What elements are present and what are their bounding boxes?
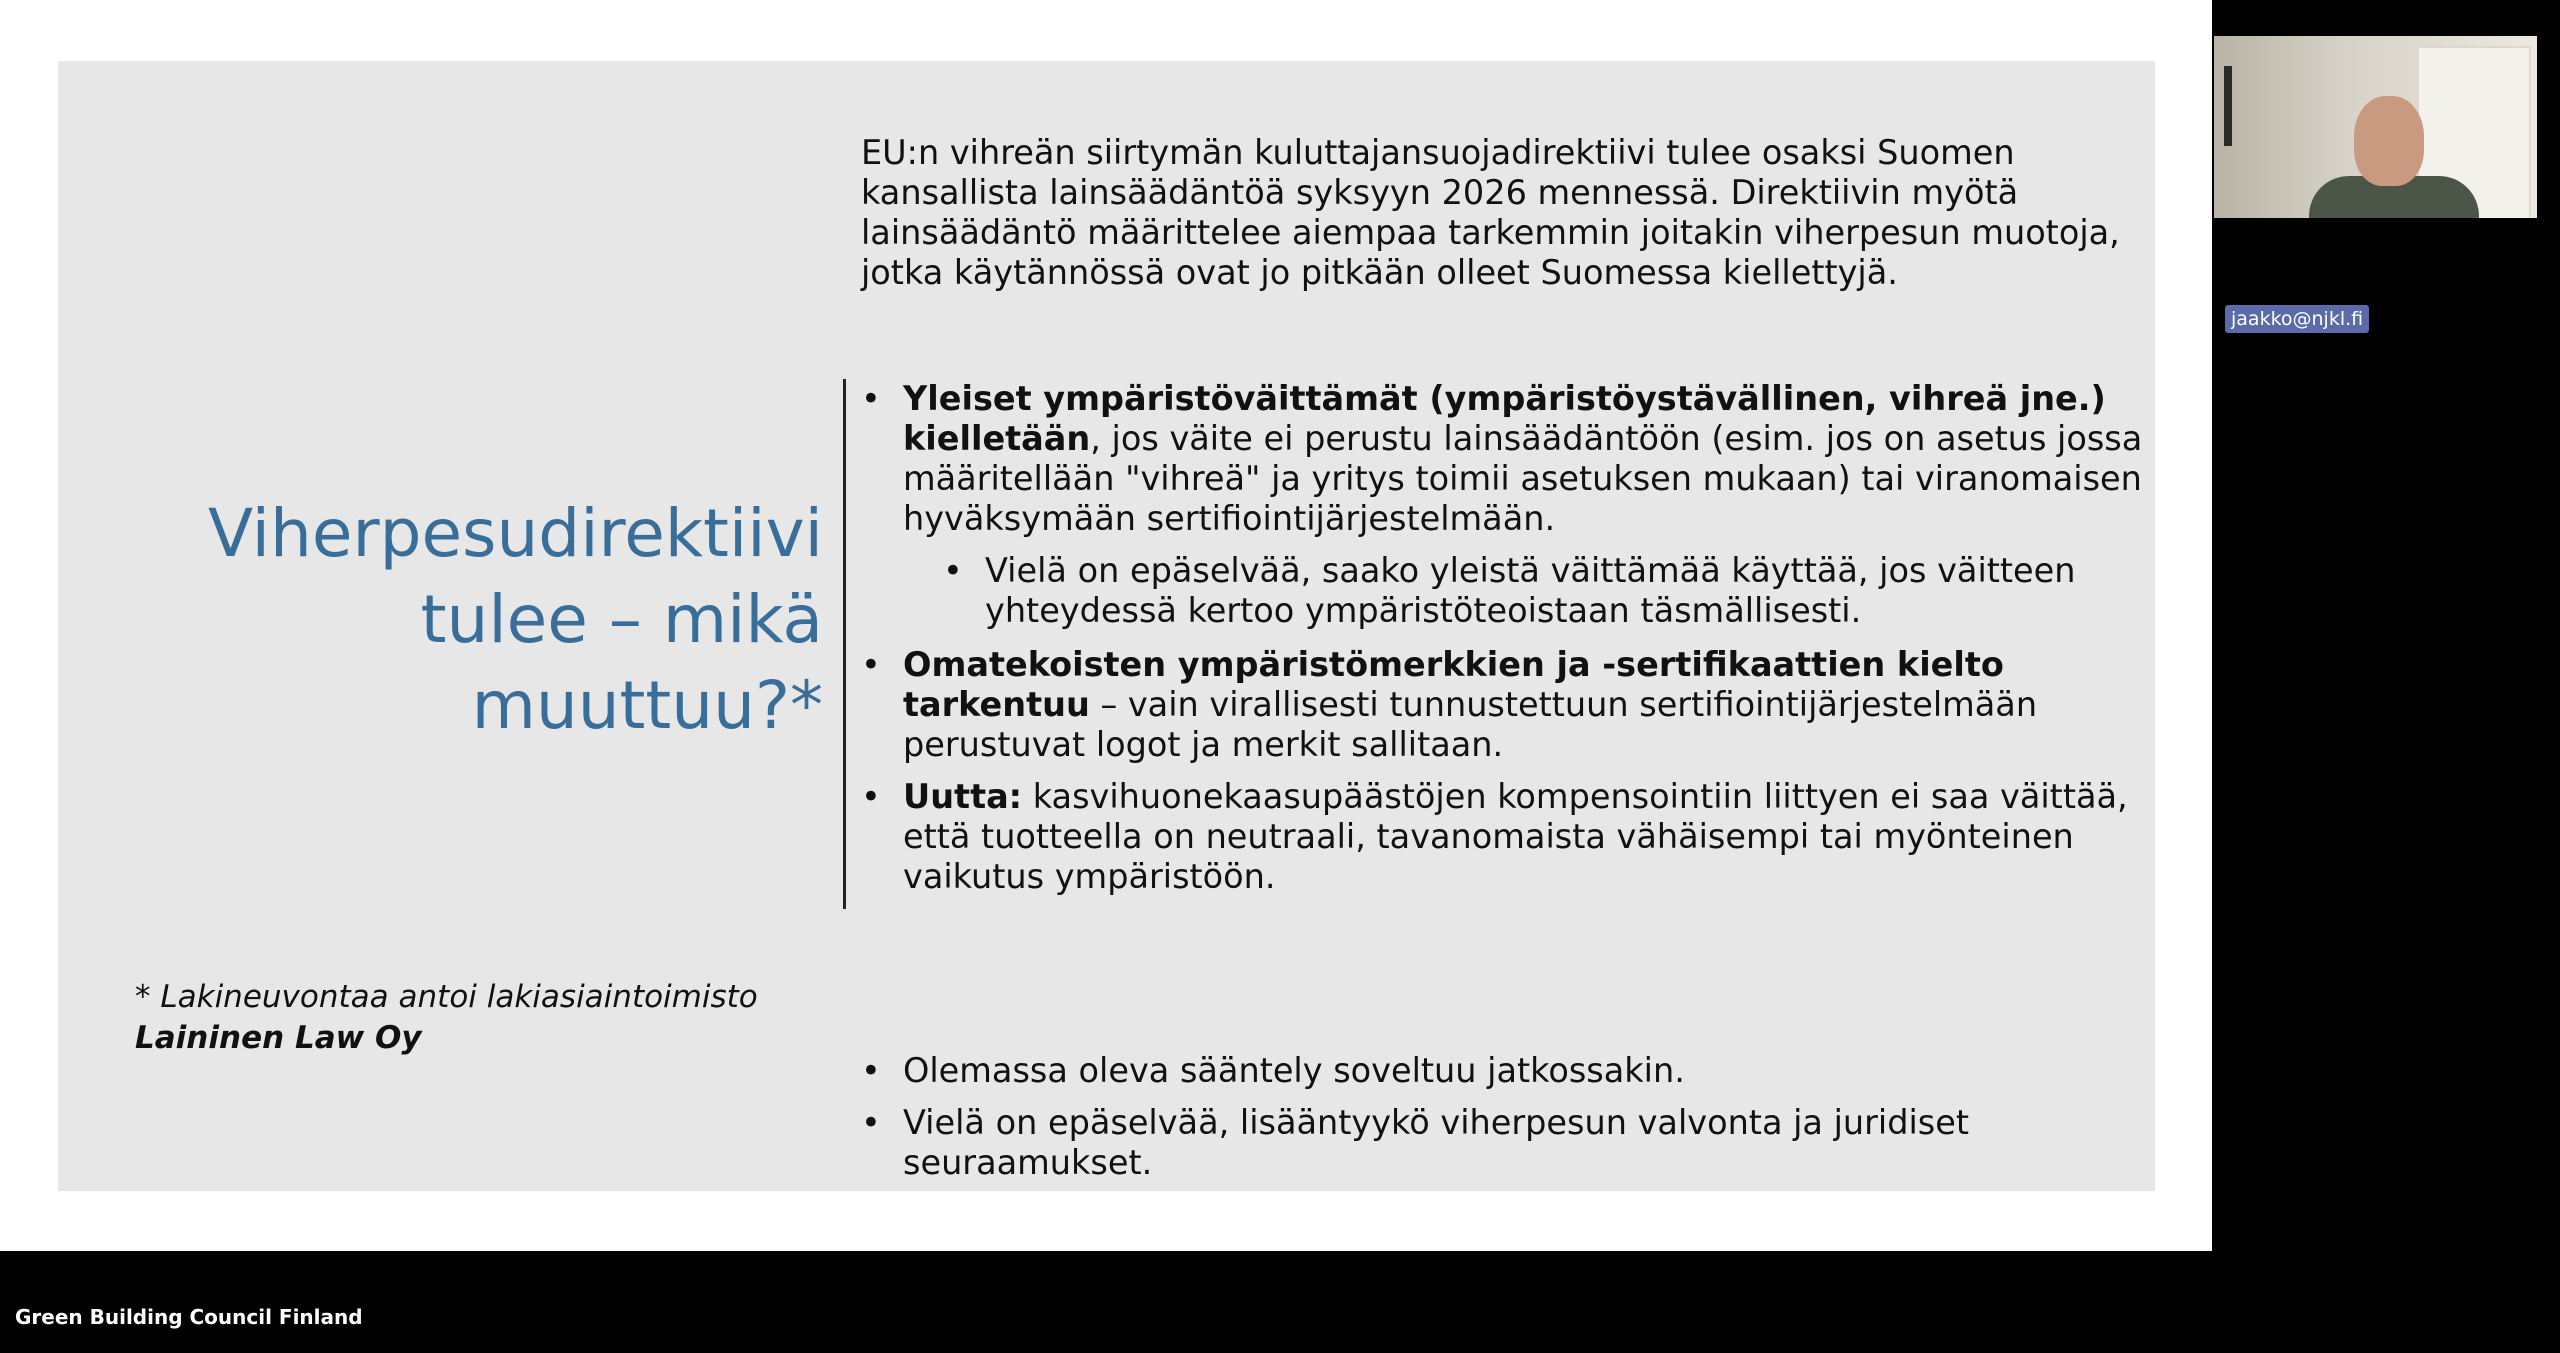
intro-paragraph: EU:n vihreän siirtymän kuluttajansuojadirektiivi tulee osaksi Suomen kansallista lainsäädäntöä syksyyn 2026 mennessä. Direktiivin myötä lainsäädäntö määrittelee aiempaa tarkemmin joitakin viherpesun muotoja, jotka käytännössä ovat jo pitkään olleet Suomessa kiellettyjä. (861, 133, 2120, 292)
bullet-item (861, 1103, 2151, 1183)
slide-title-line: muuttuu?* (471, 667, 823, 744)
bullet-dot: • (861, 1103, 881, 1142)
bullet-dot: • (861, 1051, 881, 1090)
bullet-text: Vielä on epäselvää, saako yleistä väittämää käyttää, jos väitteen yhteydessä kertoo ympäristöteoistaan täsmällisesti. (985, 551, 2076, 630)
bullet-list-secondary (861, 1051, 2151, 1195)
bullet-dot: • (943, 551, 963, 590)
bullet-bold: Omatekoisten ympäristömerkkien ja -sertifikaattien kielto tarkentuu (903, 645, 2004, 724)
slide-title (173, 491, 823, 749)
footnote-text: * Lakineuvontaa antoi lakiasiaintoimisto (135, 979, 758, 1015)
participant-name-tag: jaakko@njkl.fi (2225, 305, 2369, 333)
bullet-item (861, 777, 2151, 897)
participant-video[interactable] (2214, 36, 2537, 218)
bullet-text: Vielä on epäselvää, lisääntyykö viherpesun valvonta ja juridiset seuraamukset. (903, 1103, 1969, 1182)
bullet-text: Olemassa oleva sääntely soveltuu jatkossakin. (903, 1051, 1685, 1090)
bullet-bold: Uutta: (903, 777, 1023, 816)
bullet-dot: • (861, 645, 881, 684)
participant-head (2354, 96, 2424, 186)
bullet-text: kasvihuonekaasupäästöjen kompensointiin liittyen ei saa väittää, että tuotteella on neutraali, tavanomaista vähäisempi tai myönteinen vaikutus ympäristöön. (903, 777, 2128, 896)
bullet-list-main (843, 379, 2151, 909)
slide-footnote (135, 977, 855, 1059)
footnote-company: Laininen Law Oy (135, 1020, 422, 1056)
bullet-item (861, 1051, 2151, 1091)
bullet-item (861, 645, 2151, 765)
sub-bullet-item (861, 551, 2151, 631)
bullet-bold: Yleiset ympäristöväittämät (ympäristöystävällinen, vihreä jne.) kielletään (903, 379, 2106, 458)
meeting-name-label: Green Building Council Finland (15, 1305, 363, 1329)
bullet-text: , jos väite ei perustu lainsäädäntöön (esim. jos on asetus jossa määritellään "vihreä" ja yritys toimii asetuksen mukaan) tai viranomaisen hyväksymään sertifiointijärjestelmään. (903, 419, 2143, 538)
bullet-item (861, 379, 2151, 539)
slide-title-line: tulee – mikä (420, 581, 823, 658)
bullet-dot: • (861, 777, 881, 816)
video-background-guitar (2224, 66, 2232, 146)
slide-title-line: Viherpesudirektiivi (207, 495, 823, 572)
bullet-text: – vain virallisesti tunnustettuun sertifiointijärjestelmään perustuvat logot ja merkit sallitaan. (903, 685, 2038, 764)
presentation-slide (58, 61, 2155, 1191)
bullet-dot: • (861, 379, 881, 418)
